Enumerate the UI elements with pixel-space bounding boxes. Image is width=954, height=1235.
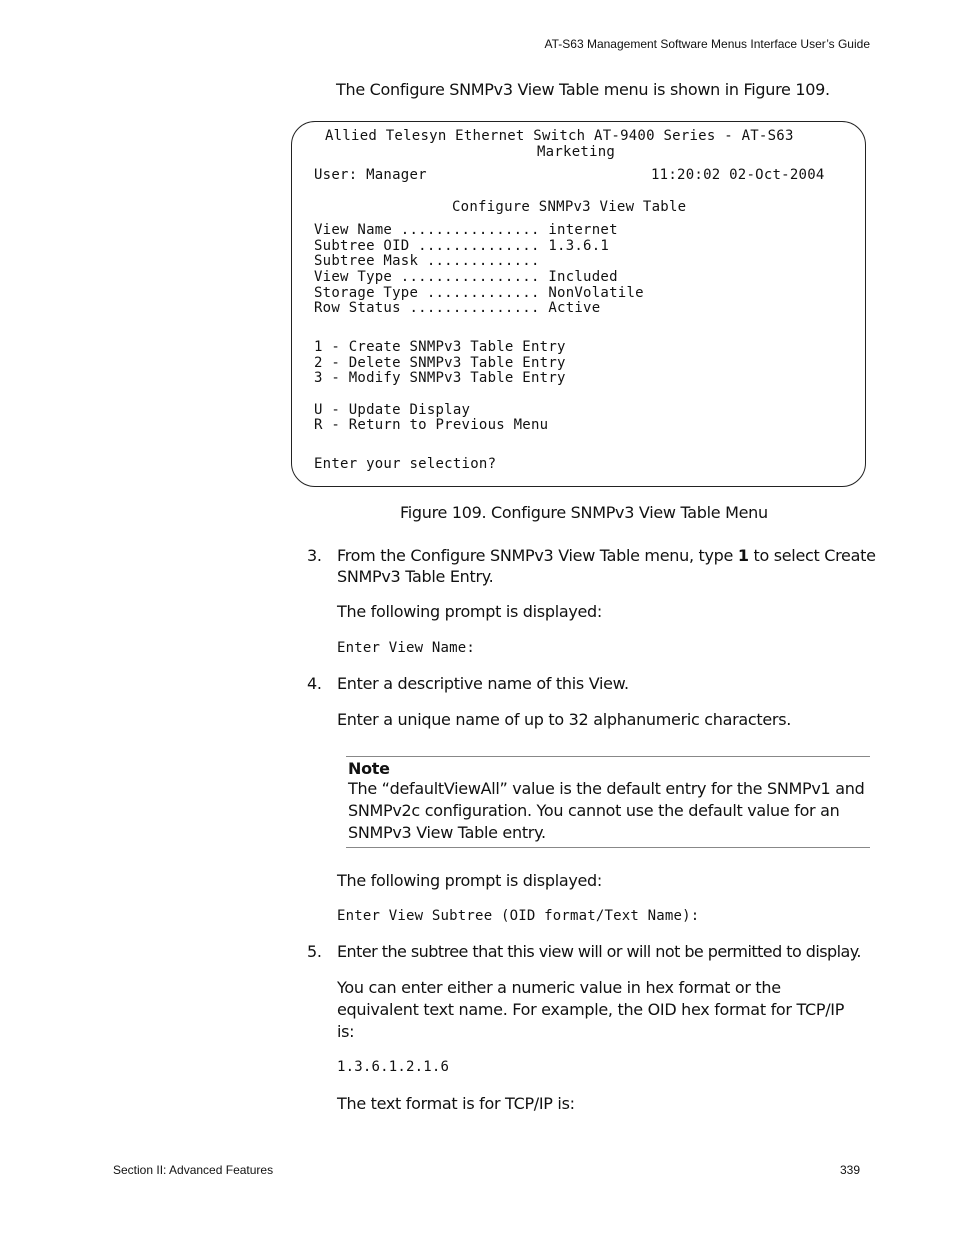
step-4-number: 4. [307, 674, 322, 693]
menu-option-modify[interactable]: 3 - Modify SNMPv3 Table Entry [314, 370, 566, 386]
intro-text: The Configure SNMPv3 View Table menu is shown in Figure 109. [336, 80, 830, 99]
step-3-key: 1 [737, 546, 749, 565]
field-value: 1.3.6.1 [548, 238, 610, 254]
timestamp: 11:20:02 02-Oct-2004 [651, 167, 825, 183]
step-4-text: Enter a descriptive name of this View. [337, 674, 629, 693]
terminal-screen [291, 121, 866, 487]
field-subtree-oid [314, 238, 609, 254]
user-label: User: Manager [314, 167, 427, 183]
step-3-text-line2: SNMPv3 Table Entry. [337, 567, 494, 586]
note-line-2: SNMPv2c configuration. You cannot use the default value for an [348, 801, 840, 820]
field-value: NonVolatile [548, 285, 644, 301]
field-label: Row Status ............... [314, 300, 540, 316]
code-enter-view-name: Enter View Name: [337, 640, 476, 656]
step-5-text: Enter the subtree that this view will or will not be permitted to display. [337, 942, 861, 961]
selection-prompt[interactable]: Enter your selection? [314, 456, 497, 472]
step-5-para-line1: You can enter either a numeric value in hex format or the [337, 978, 781, 997]
note-top-rule [346, 756, 870, 757]
field-view-type [314, 269, 618, 285]
page-number: 339 [840, 1163, 861, 1177]
menu-option-return[interactable]: R - Return to Previous Menu [314, 417, 549, 433]
step-5-para-line2: equivalent text name. For example, the OID hex format for TCP/IP [337, 1000, 845, 1019]
note-heading: Note [348, 759, 390, 778]
note-line-3: SNMPv3 View Table entry. [348, 823, 546, 842]
step-3-text-b: to select Create [748, 546, 876, 565]
menu-title: Configure SNMPv3 View Table [452, 199, 687, 215]
footer-section: Section II: Advanced Features [113, 1163, 274, 1177]
field-view-name [314, 222, 618, 238]
field-subtree-mask [314, 253, 548, 269]
field-label: Subtree OID .............. [314, 238, 540, 254]
menu-option-update[interactable]: U - Update Display [314, 402, 471, 418]
step-3-text-a: From the Configure SNMPv3 View Table menu, type [337, 546, 738, 565]
step-3-number: 3. [307, 546, 322, 565]
field-label: Storage Type ............. [314, 285, 540, 301]
step-3-text [337, 545, 876, 567]
code-oid-example: 1.3.6.1.2.1.6 [337, 1059, 450, 1075]
menu-option-create[interactable]: 1 - Create SNMPv3 Table Entry [314, 339, 566, 355]
field-value: Included [548, 269, 618, 285]
step-5-para-line3: is: [337, 1022, 355, 1041]
field-label: Subtree Mask ............. [314, 253, 540, 269]
step-5-number: 5. [307, 942, 322, 961]
step-3-following: The following prompt is displayed: [337, 602, 603, 621]
note-bottom-rule [346, 847, 870, 848]
field-label: View Type ................ [314, 269, 540, 285]
note-line-1: The “defaultViewAll” value is the default entry for the SNMPv1 and [348, 779, 865, 798]
step-4-para: Enter a unique name of up to 32 alphanumeric characters. [337, 710, 792, 729]
figure-caption: Figure 109. Configure SNMPv3 View Table Menu [400, 503, 768, 522]
text-format-line: The text format is for TCP/IP is: [337, 1094, 575, 1113]
field-value: internet [548, 222, 618, 238]
field-label: View Name ................ [314, 222, 540, 238]
banner-line-2: Marketing [537, 144, 616, 160]
field-storage-type [314, 285, 644, 301]
menu-option-delete[interactable]: 2 - Delete SNMPv3 Table Entry [314, 355, 566, 371]
code-enter-view-subtree: Enter View Subtree (OID format/Text Name): [337, 908, 700, 924]
following-prompt-text: The following prompt is displayed: [337, 871, 603, 890]
field-value: Active [548, 300, 601, 316]
field-row-status [314, 300, 600, 316]
running-header: AT-S63 Management Software Menus Interface User’s Guide [544, 37, 870, 51]
banner-line-1: Allied Telesyn Ethernet Switch AT-9400 Series - AT-S63 [325, 128, 794, 144]
